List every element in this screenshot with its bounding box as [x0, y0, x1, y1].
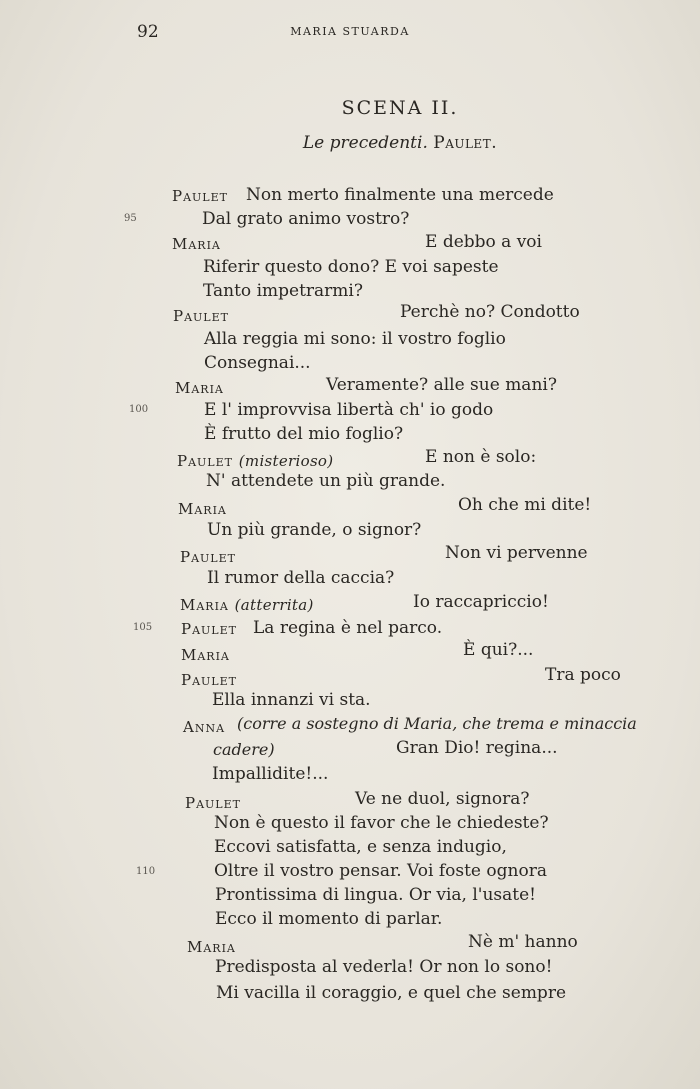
verse-text: E l' improvvisa libertà ch' io godo [204, 400, 494, 420]
verse-text: Veramente? alle sue mani? [326, 375, 557, 395]
line-number: 95 [124, 213, 137, 224]
scene-title: SCENA II. [341, 97, 459, 119]
verse-text: Tra poco [545, 665, 621, 685]
verse-text: Ecco il momento di parlar. [215, 909, 443, 929]
stage-direction-name: Paulet. [433, 133, 498, 153]
verse-text: Ella innanzi vi sta. [212, 690, 371, 710]
verse-text: Il rumor della caccia? [207, 568, 395, 588]
speaker-name: Maria [178, 500, 227, 518]
speaker-name: Maria [172, 235, 221, 253]
speaker-name: Maria [181, 646, 230, 664]
verse-text: Tanto impetrarmi? [203, 281, 363, 301]
verse-text: Consegnai... [204, 353, 311, 373]
verse-text: Perchè no? Condotto [400, 302, 580, 322]
speaker-name: Maria [175, 379, 224, 397]
page-number: 92 [137, 22, 159, 42]
speaker-name: Anna [183, 718, 226, 736]
verse-text: Impallidite!... [212, 764, 329, 784]
speaker-name: Paulet [181, 620, 237, 638]
speaker-label: Maria [180, 596, 229, 614]
verse-text: È frutto del mio foglio? [204, 424, 404, 444]
stage-direction: (atterrita) [234, 596, 314, 614]
verse-text: Oh che mi dite! [458, 495, 592, 515]
speaker-name: Paulet [185, 794, 241, 812]
verse-text: E debbo a voi [425, 232, 542, 252]
stage-direction-italic: Le precedenti. [302, 133, 428, 153]
verse-text: Oltre il vostro pensar. Voi foste ognora [214, 861, 547, 881]
speaker-label: Paulet [177, 452, 233, 470]
verse-text: Nè m' hanno [468, 932, 578, 952]
verse-text: Gran Dio! regina... [396, 738, 558, 758]
verse-text: La regina è nel parco. [253, 618, 443, 638]
verse-text: Un più grande, o signor? [207, 520, 422, 540]
speaker-name [177, 451, 333, 471]
verse-text: N' attendete un più grande. [206, 471, 446, 491]
stage-direction: cadere) [213, 740, 275, 759]
line-number: 100 [129, 404, 149, 415]
verse-text: Io raccapriccio! [413, 592, 549, 612]
verse-text: Prontissima di lingua. Or via, l'usate! [215, 885, 536, 905]
verse-text: Mi vacilla il coraggio, e quel che sempre [216, 983, 567, 1003]
verse-text: Dal grato animo vostro? [202, 209, 410, 229]
verse-text: Alla reggia mi sono: il vostro foglio [204, 329, 506, 349]
verse-text: Predisposta al vederla! Or non lo sono! [215, 957, 553, 977]
speaker-name: Paulet [180, 548, 236, 566]
line-number: 105 [133, 622, 153, 633]
speaker-name: Paulet [172, 187, 228, 205]
speaker-name [180, 595, 314, 615]
verse-text: Non vi pervenne [445, 543, 588, 563]
verse-text: È qui?... [463, 640, 534, 660]
scene-stage-direction [0, 133, 700, 153]
verse-text: E non è solo: [425, 447, 537, 467]
verse-text: Non merto finalmente una mercede [246, 185, 554, 205]
verse-text: Eccovi satisfatta, e senza indugio, [214, 837, 507, 857]
speaker-name: Paulet [181, 671, 237, 689]
stage-direction: (misterioso) [238, 452, 334, 470]
speaker-name: Maria [187, 938, 236, 956]
line-number: 110 [136, 866, 156, 877]
speaker-name: Paulet [173, 307, 229, 325]
verse-text: Non è questo il favor che le chiedeste? [214, 813, 549, 833]
verse-text: Ve ne duol, signora? [355, 789, 530, 809]
stage-direction: (corre a sostegno di Maria, che trema e minaccia [237, 714, 637, 733]
running-title: MARIA STUARDA [290, 25, 410, 38]
verse-text: Riferir questo dono? E voi sapeste [203, 257, 499, 277]
